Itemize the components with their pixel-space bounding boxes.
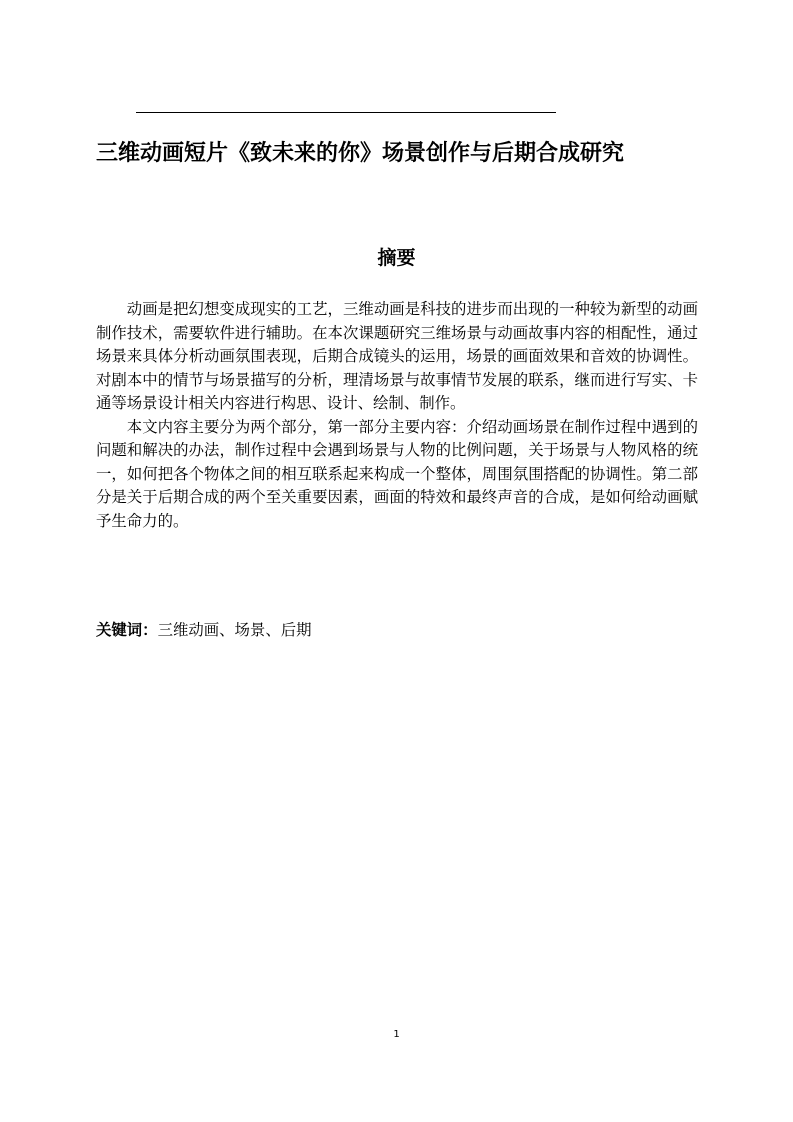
- page-number: 1: [393, 1029, 400, 1040]
- abstract-body: [96, 298, 698, 533]
- header-rule: [136, 112, 556, 113]
- paper-title: 三维动画短片《致未来的你》场景创作与后期合成研究: [96, 141, 625, 166]
- keywords-label: 关键词：: [96, 621, 158, 639]
- abstract-paragraph-2: 本文内容主要分为两个部分，第一部分主要内容：介绍动画场景在制作过程中遇到的问题和解决的办法，制作过程中会遇到场景与人物的比例问题，关于场景与人物风格的统一，如何把各个物体之间的相互联系起来构成一个整体，周围氛围搭配的协调性。第二部分是关于后期合成的两个至关重要因素，画面的特效和最终声音的合成，是如何给动画赋予生命力的。: [96, 417, 698, 530]
- abstract-paragraph-1: 动画是把幻想变成现实的工艺，三维动画是科技的进步而出现的一种较为新型的动画制作技术，需要软件进行辅助。在本次课题研究三维场景与动画故事内容的相配性，通过场景来具体分析动画氛围表现，后期合成镜头的运用，场景的画面效果和音效的协调性。对剧本中的情节与场景描写的分析，理清场景与故事情节发展的联系，继而进行写实、卡通等场景设计相关内容进行构思、设计、绘制、制作。: [96, 300, 698, 412]
- abstract-heading: 摘要: [377, 247, 416, 269]
- keywords-line: [96, 618, 698, 642]
- keywords-value: 三维动画、场景、后期: [157, 621, 312, 639]
